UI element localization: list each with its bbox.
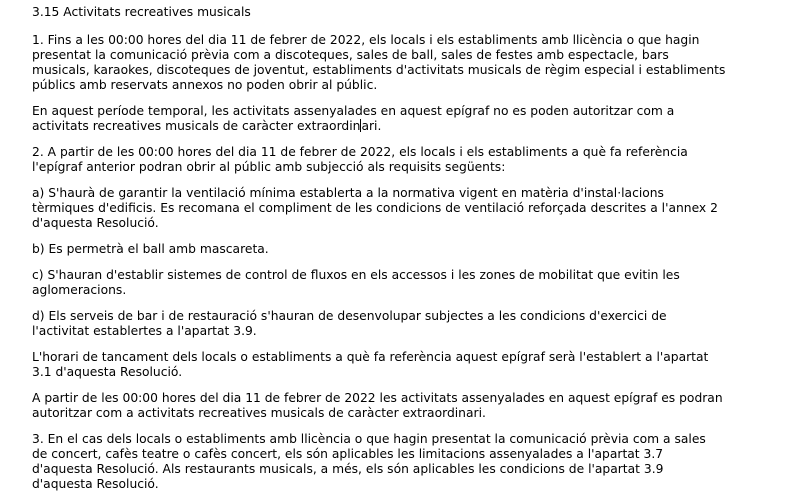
text-after-caret: ari. [361,119,382,133]
paragraph-6 [32,268,792,298]
paragraph-7 [32,309,792,339]
paragraph-3 [32,145,792,175]
text-line: públics amb reservats annexos no poden obrir al públic. [32,78,378,92]
text-line: de concert, cafès teatre o cafès concert, els són aplicables les limitacions assenyalades a l'apartat 3.7 [32,447,664,461]
paragraph-4 [32,186,792,231]
text-line: En aquest període temporal, les activitats assenyalades en aquest epígraf no es poden autoritzar com a [32,104,675,118]
text-line: aglomeracions. [32,283,127,297]
text-line: c) S'hauran d'establir sistemes de control de fluxos en els accessos i les zones de mobilitat que evitin les [32,268,680,282]
text-line: tèrmiques d'edificis. Es recomana el compliment de les condicions de ventilació reforçada descrites a l'annex 2 [32,201,718,215]
paragraph-1 [32,33,792,93]
text-line: A partir de les 00:00 hores del dia 11 de febrer de 2022 les activitats assenyalades en aquest epígraf es podran [32,391,723,405]
text-line: presentat la comunicació prèvia com a discoteques, sales de ball, sales de festes amb espectacle, bars [32,48,669,62]
text-line: b) Es permetrà el ball amb mascareta. [32,242,269,256]
text-line: d) Els serveis de bar i de restauració s'hauran de desenvolupar subjectes a les condicions d'exercici de [32,309,667,323]
text-line-with-caret[interactable] [32,119,792,134]
text-before-caret: activitats recreatives musicals de caràcter extraordin [32,119,361,133]
paragraph-9 [32,391,792,421]
text-line: l'activitat establertes a l'apartat 3.9. [32,324,257,338]
section-title: 3.15 Activitats recreatives musicals [32,5,251,19]
paragraph-8 [32,350,792,380]
document-body [32,5,792,503]
text-line: 2. A partir de les 00:00 hores del dia 11 de febrer de 2022, els locals i els establiments a què fa referència [32,145,688,159]
paragraph-5 [32,242,792,257]
text-line: l'epígraf anterior podran obrir al públic amb subjecció als requisits següents: [32,160,506,174]
text-line: L'horari de tancament dels locals o establiments a què fa referència aquest epígraf serà l'establert a l'apartat [32,350,709,364]
paragraph-10 [32,432,792,492]
text-line: autoritzar com a activitats recreatives musicals de caràcter extraordinari. [32,406,486,420]
text-line: d'aquesta Resolució. [32,477,159,491]
text-line: 1. Fins a les 00:00 hores del dia 11 de febrer de 2022, els locals i els establiments amb llicència o que hagin [32,33,700,47]
text-line: d'aquesta Resolució. Als restaurants musicals, a més, els són aplicables les condicions de l'apartat 3.9 [32,462,664,476]
text-line: d'aquesta Resolució. [32,216,159,230]
text-line: a) S'haurà de garantir la ventilació mínima establerta a la normativa vigent en matèria d'instal·lacions [32,186,664,200]
text-line: 3.1 d'aquesta Resolució. [32,365,183,379]
paragraph-2 [32,104,792,134]
text-line: musicals, karaokes, discoteques de joventut, establiments d'activitats musicals de règim especial i establiments [32,63,726,77]
text-line: 3. En el cas dels locals o establiments amb llicència o que hagin presentat la comunicació prèvia com a sales [32,432,706,446]
